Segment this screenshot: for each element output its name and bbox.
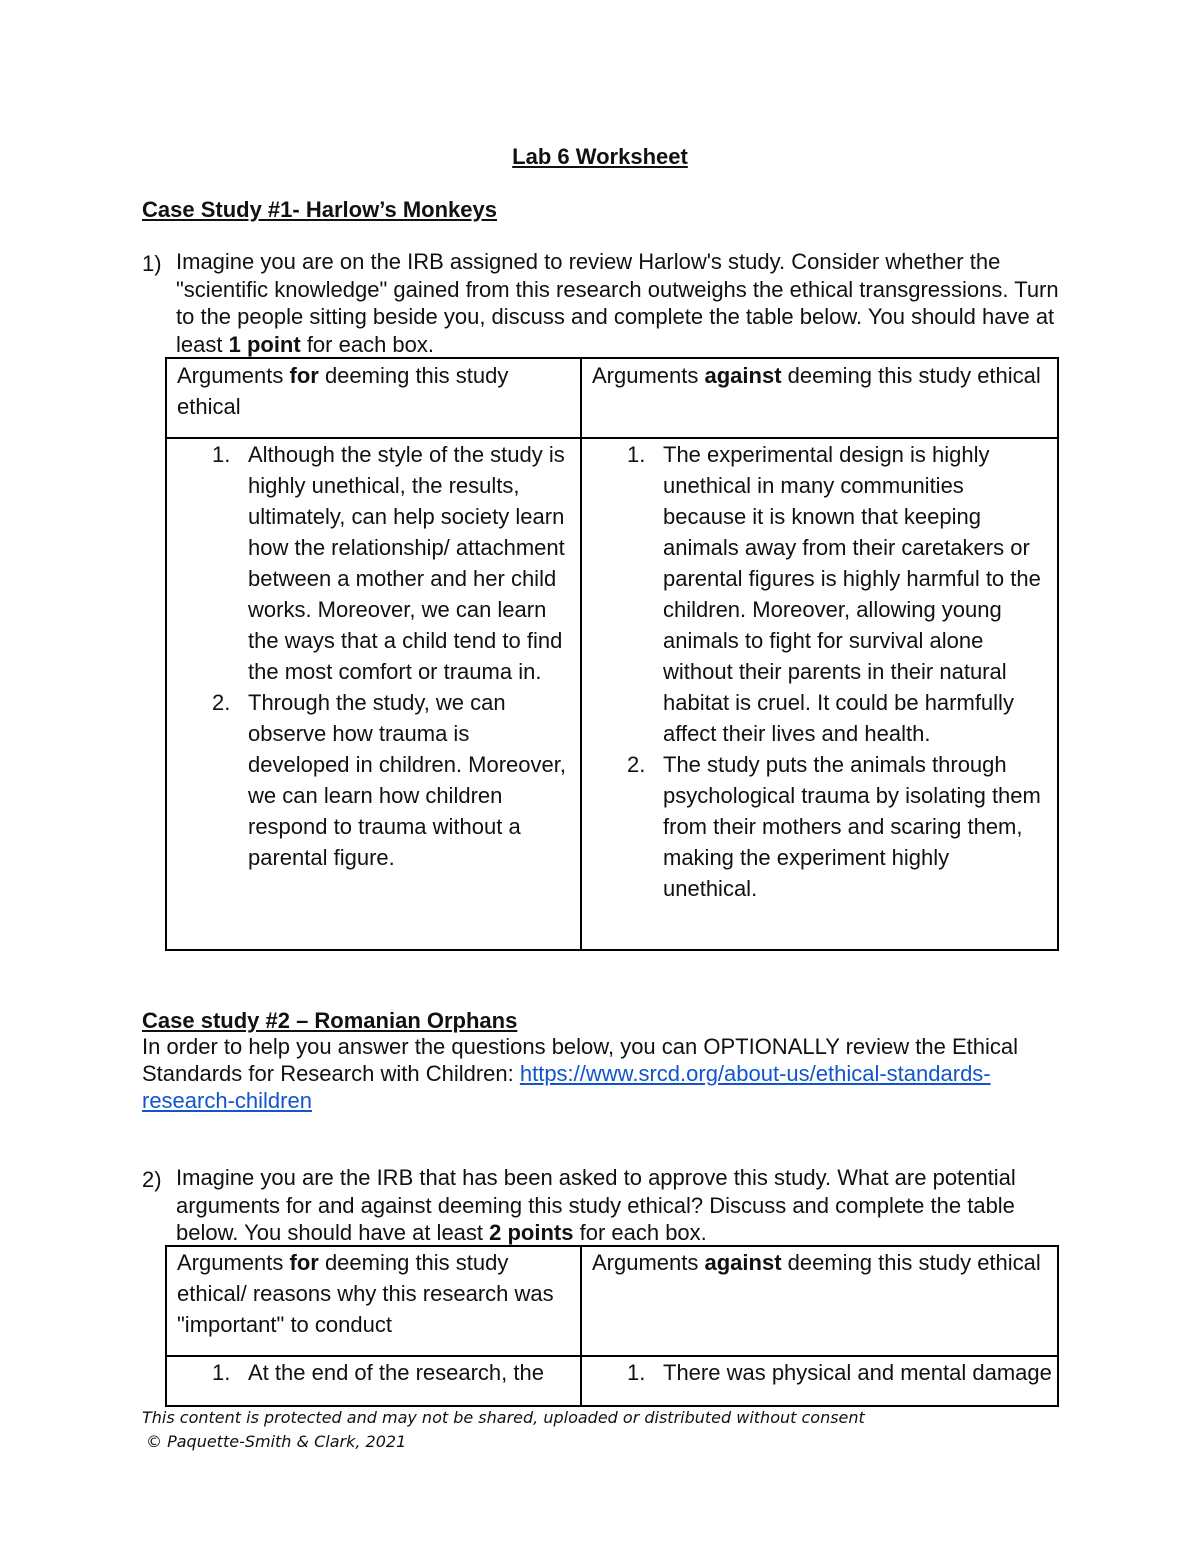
question-2-number: 2) bbox=[142, 1167, 162, 1192]
page-title: Lab 6 Worksheet bbox=[512, 144, 688, 169]
srcd-ethical-standards-link[interactable]: https://www.srcd.org/about-us/ethical-standards-research-children bbox=[142, 1061, 991, 1113]
question-1-text-end: for each box. bbox=[300, 332, 435, 358]
case-1-for-header: Arguments for deeming this study ethical bbox=[166, 358, 581, 438]
case-study-1-heading: Case Study #1- Harlow’s Monkeys bbox=[142, 197, 497, 222]
case-1-arguments-table bbox=[165, 357, 1059, 951]
question-1-text: Imagine you are on the IRB assigned to review Harlow's study. Consider whether the "scientific knowledge" gained from this research outweighs the ethical transgressions. Turn to the people sitting beside you, discuss and complete the table below. You should have at least bbox=[176, 249, 1059, 358]
question-2-text: Imagine you are the IRB that has been asked to approve this study. What are potential arguments for and against deeming this study ethical? Discuss and complete the table below. You should have at least bbox=[176, 1165, 1016, 1245]
footer-notice: This content is protected and may not be shared, uploaded or distributed without consent bbox=[142, 1408, 865, 1427]
case-2-against-cell bbox=[581, 1356, 1058, 1406]
case-1-against-cell bbox=[581, 438, 1058, 950]
case-study-2-heading: Case study #2 – Romanian Orphans bbox=[142, 1008, 518, 1033]
case-2-arguments-table bbox=[165, 1245, 1059, 1407]
question-1-bold: 1 point bbox=[228, 332, 301, 358]
case-2-intro-text: In order to help you answer the questions below, you can OPTIONALLY review the Ethical Standards for Research with Children: bbox=[142, 1034, 1019, 1086]
question-1-number: 1) bbox=[142, 251, 162, 276]
list-item: The study puts the animals through psychological trauma by isolating them from their mothers and scaring them, making the experiment highly unethical. bbox=[663, 752, 1041, 901]
case-2-intro bbox=[142, 1033, 1042, 1114]
footer-copyright: © Paquette-Smith & Clark, 2021 bbox=[146, 1432, 407, 1451]
list-item: At the end of the research, the bbox=[248, 1360, 544, 1385]
list-item: The experimental design is highly unethical in many communities because it is known that keeping animals away from their caretakers or parental figures is highly harmful to the children. Moreover, allowing young animals to fight for survival alone without their parents in their natural habitat is cruel. It could be harmfully affect their lives and health. bbox=[663, 442, 1041, 746]
case-1-for-cell bbox=[166, 438, 581, 950]
case-1-against-header: Arguments against deeming this study ethical bbox=[581, 358, 1058, 438]
question-2-text-end: for each box. bbox=[573, 1220, 707, 1245]
case-2-for-header: Arguments for deeming this study ethical/ reasons why this research was "important" to conduct bbox=[166, 1246, 581, 1356]
list-item: Through the study, we can observe how trauma is developed in children. Moreover, we can learn how children respond to trauma without a parental figure. bbox=[248, 690, 566, 870]
list-item: Although the style of the study is highly unethical, the results, ultimately, can help society learn how the relationship/ attachment between a mother and her child works. Moreover, we can learn the ways that a child tend to find the most comfort or trauma in. bbox=[248, 442, 565, 684]
question-2 bbox=[142, 1164, 1072, 1247]
case-2-against-header: Arguments against deeming this study ethical bbox=[581, 1246, 1058, 1356]
list-item: There was physical and mental damage bbox=[663, 1360, 1052, 1385]
question-2-bold: 2 points bbox=[489, 1220, 574, 1245]
case-2-for-cell bbox=[166, 1356, 581, 1406]
question-1 bbox=[142, 248, 1072, 359]
